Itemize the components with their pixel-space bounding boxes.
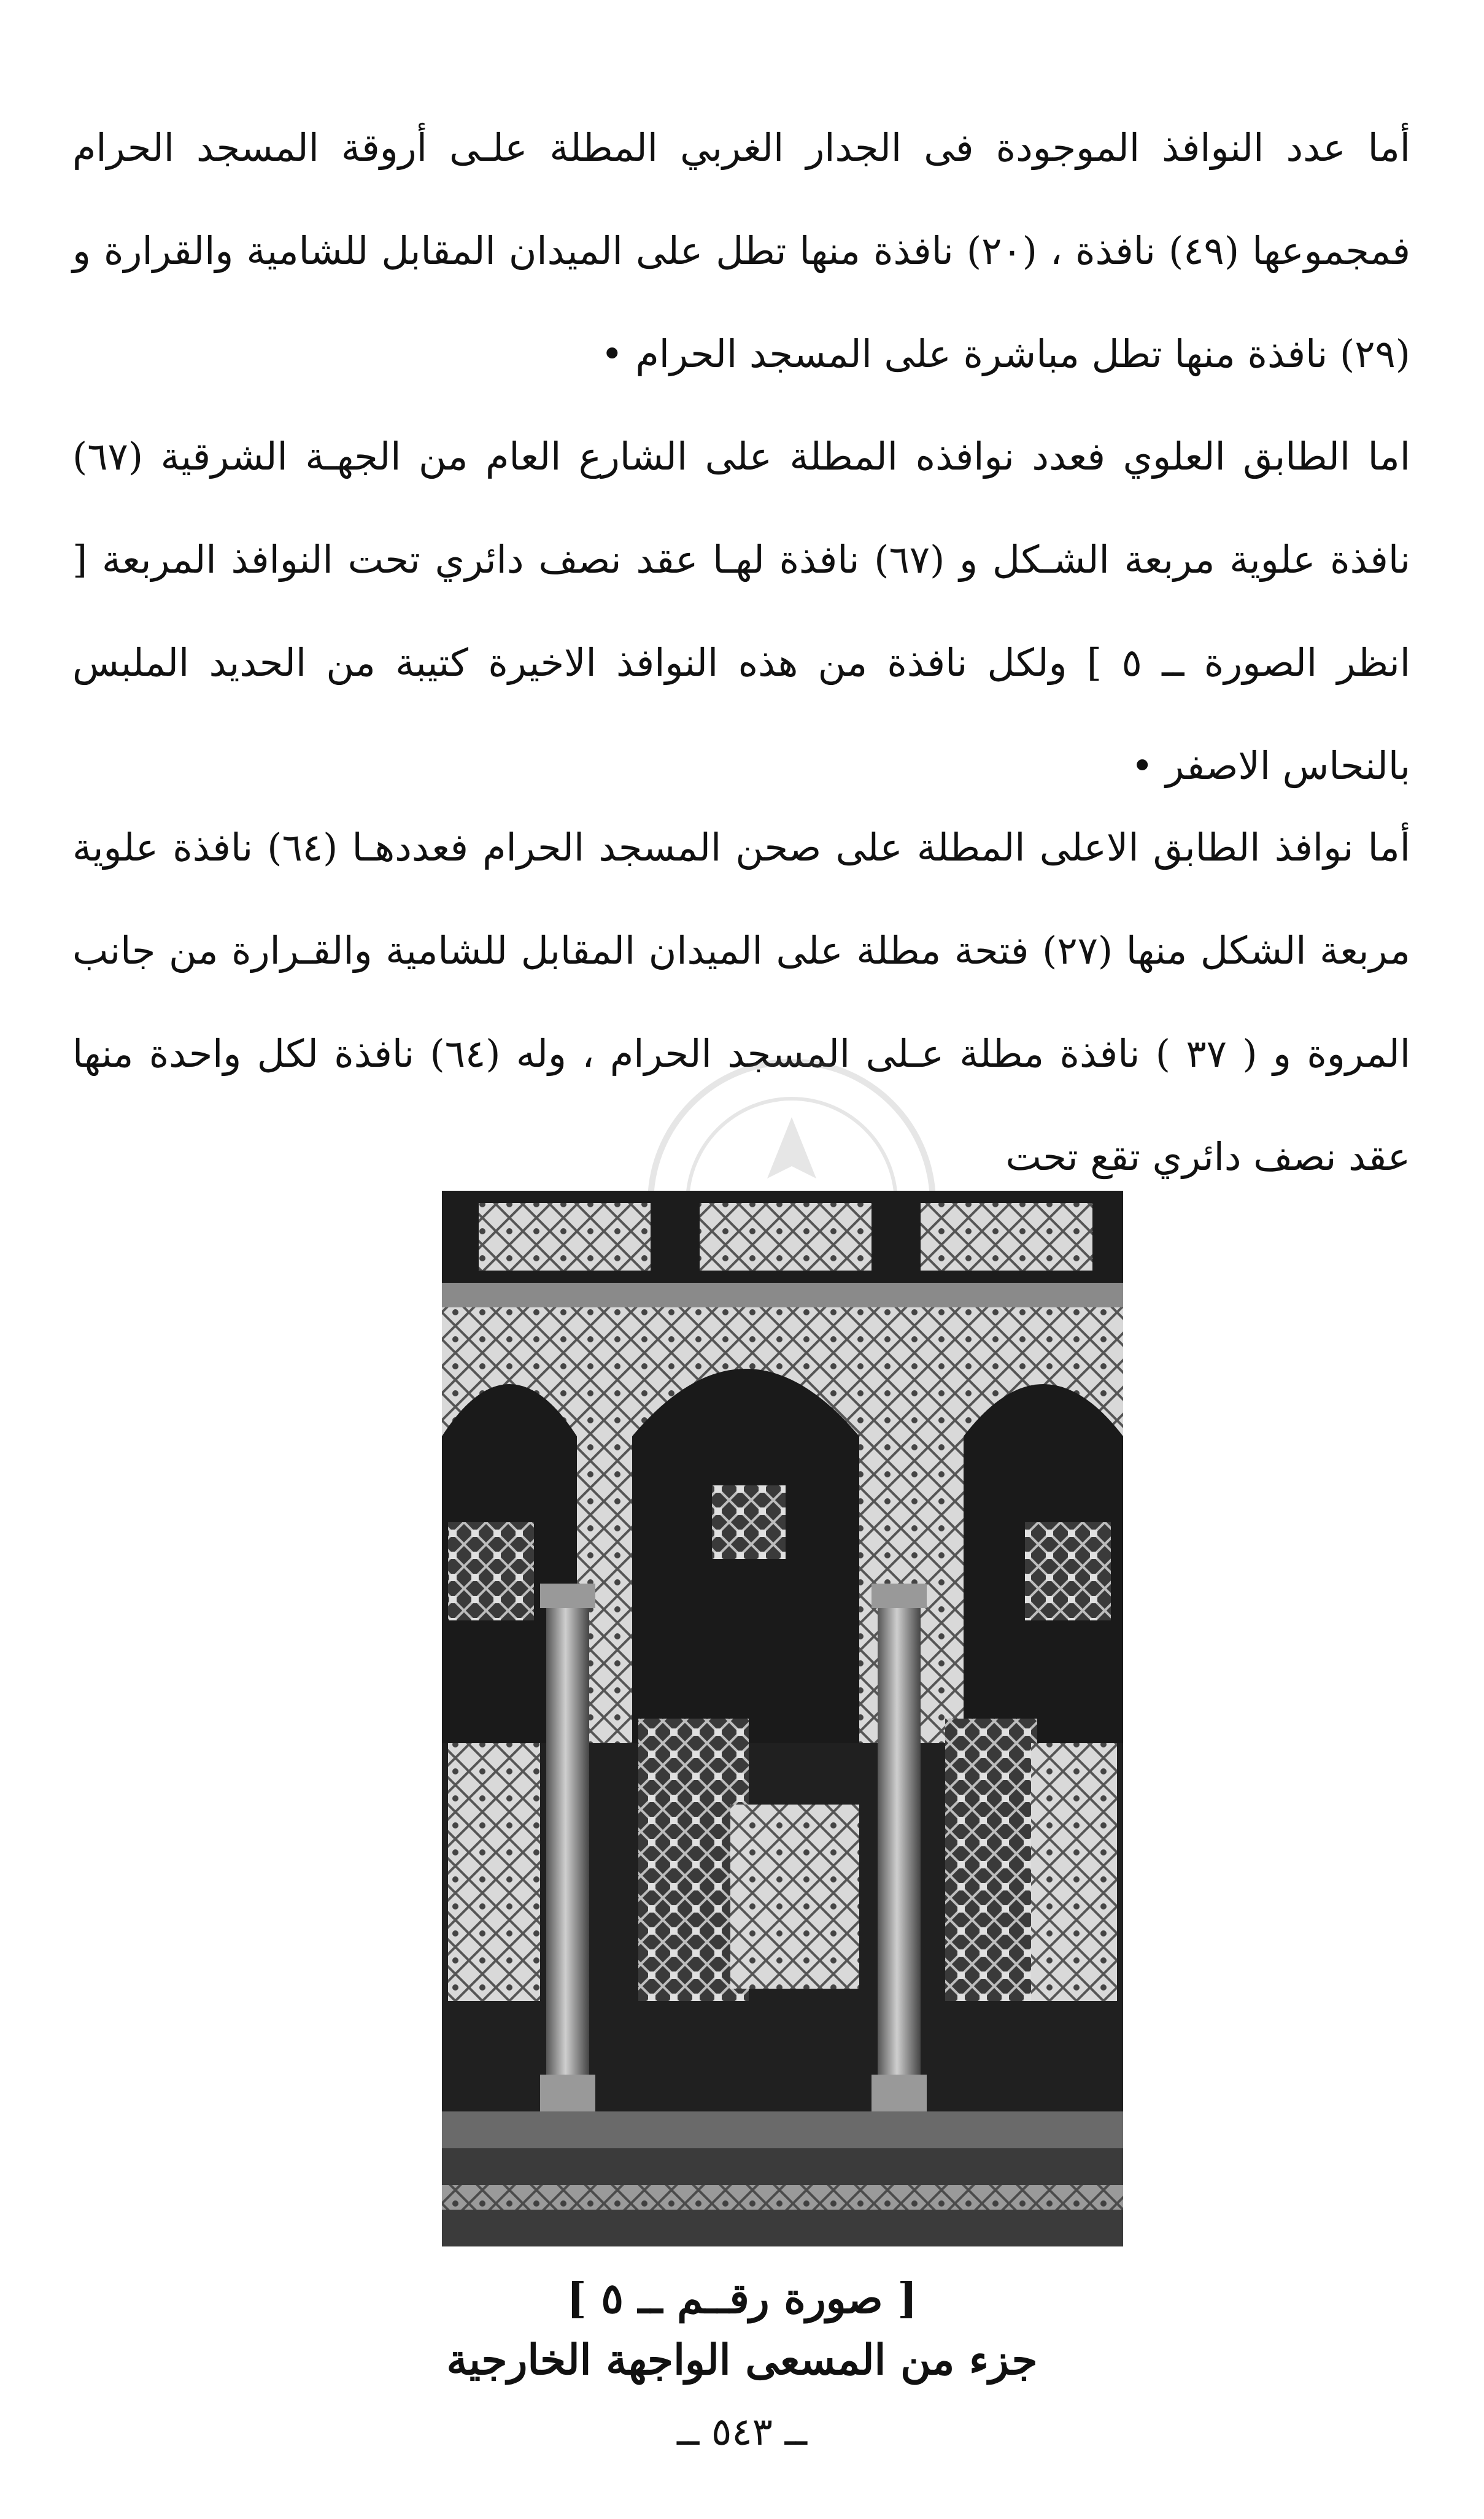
figure-caption-number: [ صورة رقــم ــ ٥ ] <box>566 2274 918 2323</box>
paragraph-top-floor-courtyard: أما نوافذ الطابق الاعلى المطلة على صحن المسجد الحرام فعددهـا (٦٤) نافذة علوية مربعة الشكل منها (٢٧) فتحة مطلة على الميدان المقابل للشامية والقـرارة من جانب المروة و ( ٣٧ ) نافذة مطلة عـلى المسجد الحرام ، وله (٦٤) نافذة لكل واحدة منها عقد نصف دائري تقع تحت <box>72 825 1410 1179</box>
paragraph-windows-west-wall: أما عدد النوافذ الموجودة فى الجدار الغربي المطلة علـى أروقة المسجد الحرام فمجموعها (٤٩) نافذة ، (٢٠) نافذة منها تطل على الميدان المقابل للشامية والقرارة و (٢٩) نافذة منها تطل مباشرة على المسجد الحرام • <box>72 125 1410 376</box>
figure-caption-title: جزء من المسعى الواجهة الخارجية <box>446 2335 1038 2385</box>
page-number: ــ ٥٤٣ ــ <box>677 2409 807 2454</box>
facade-photo-illustration <box>442 1191 1123 2246</box>
mosque-facade-photo <box>442 1191 1123 2246</box>
paragraph-upper-floor-east: اما الطابق العلوي فعدد نوافذه المطلة على الشارع العام من الجهـة الشرقية (٦٧) نافذة علوية مربعة الشـكل و (٦٧) نافذة لهـا عقد نصف دائري تحت النوافذ المربعة [ انظر الصورة ــ ٥ ] ولكل نافذة من هذه النوافذ الاخيرة كتيبة من الحديد الملبس بالنحاس الاصفر • <box>72 434 1410 788</box>
